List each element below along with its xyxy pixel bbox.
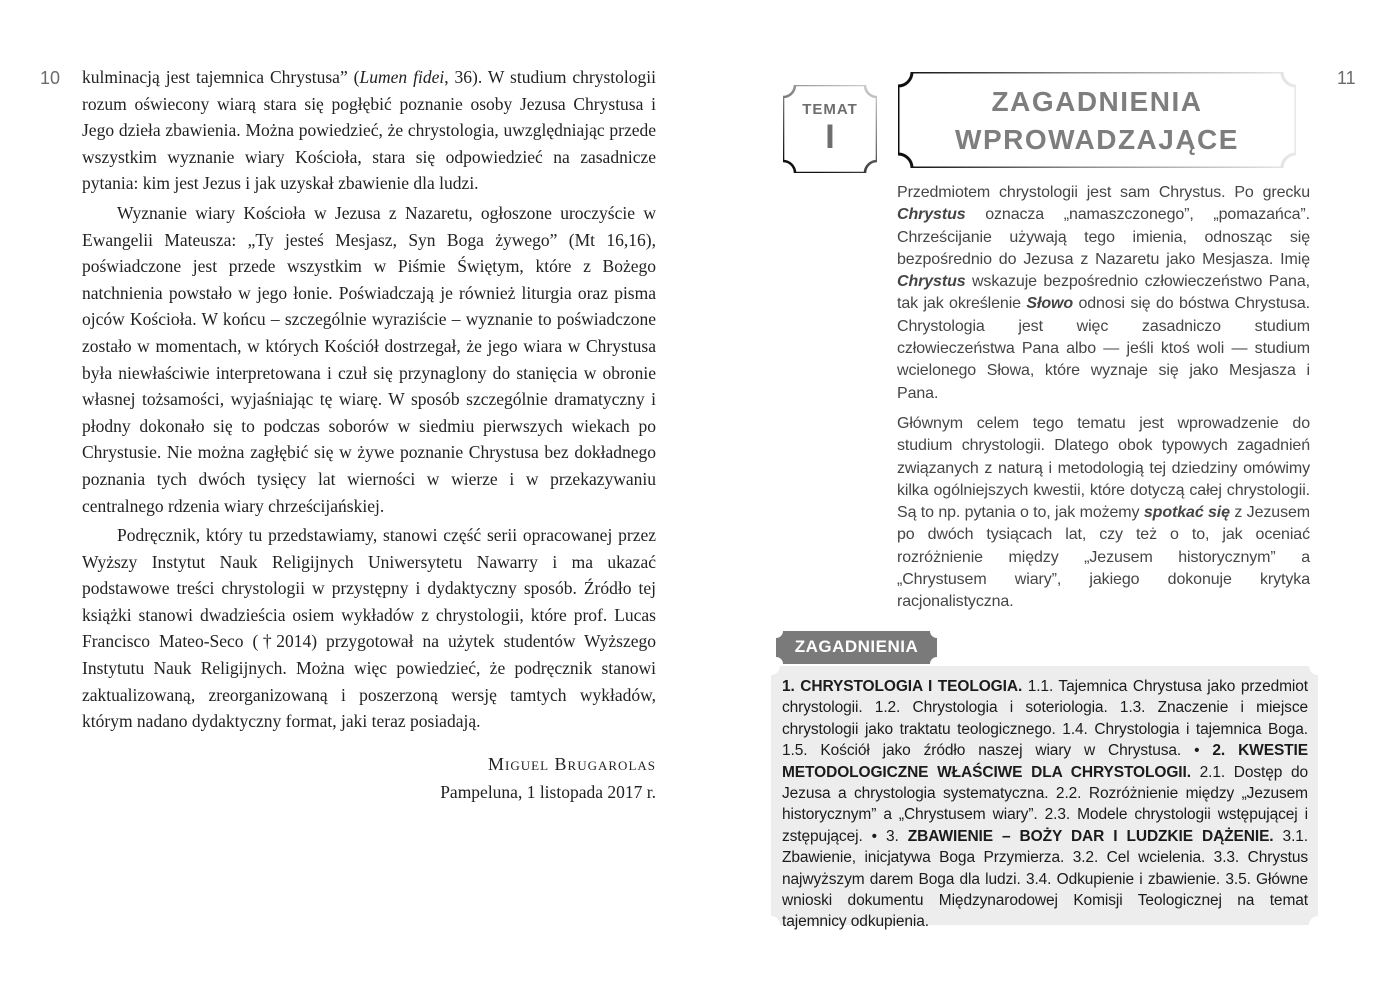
chapter-title-box — [898, 72, 1296, 168]
signature-name: Miguel Brugarolas — [488, 753, 656, 774]
temat-badge — [783, 85, 877, 173]
temat-numeral: I — [825, 118, 835, 156]
right-page-number: 11 — [1337, 68, 1356, 88]
topics-outline-text: 1. CHRYSTOLOGIA I TEOLOGIA. 1.1. Tajemnica Chrystusa jako przedmiot chrystologii. 1.2. Chrystologia i soteriologia. 1.3. Znaczenie i miejsce chrystologii jako traktatu teologicznego. 1.4. Chrystologia i tajemnica Boga. 1.5. Kościół jako źródło naszej wiary w Chrystusa. • 2. KWESTIE METODOLOGICZNE WŁAŚCIWE DLA CHRYSTOLOGII. 2.1. Dostęp do Jezusa a chrystologia systematyczna. 2.2. Rozróżnienie między „Jezusem historycznym” a „Chrystusem wiary”. 2.3. Modele chrystologii wstępującej i zstępującej. • 3. ZBAWIENIE – BOŻY DAR I LUDZKIE DĄŻENIE. 3.1. Zbawienie, inicjatywa Boga Przymierza. 3.2. Cel wcielenia. 3.3. Chrystus najwyższym darem Boga dla ludzi. 3.4. Odkupienie i zbawienie. 3.5. Główne wnioski dokumentu Międzynarodowej Komisji Teologicznej na temat tajemnicy odkupienia. — [782, 678, 1309, 931]
chapter-title-line-2: WPROWADZAJĄCE — [955, 124, 1239, 155]
left-paragraph-2: Wyznanie wiary Kościoła w Jezusa z Nazaretu, ogłoszone uroczyście w Ewangelii Mateusza: „Ty jesteś Mesjasz, Syn Boga żywego” (Mt 16,16), poświadczone jest przede wszystkim w Piśmie Świętym, które z Bożego natchnienia powstało w jego łonie. Poświadczają je również liturgia oraz pisma ojców Kościoła. W końcu – szczególnie wyraziście – wyznanie to poświadczone zostało w momentach, w których Kościół dostrzegał, że jego wiara w Chrystusa była niewłaściwie interpretowana i czuł się przynaglony do stanięcia w obronie własnej tożsamości, wyjaśniając tę wiarę. W sposób szczególnie dramatyczny i płodny dokonało się to podczas soborów w siedmiu pierwszych wiekach po Chrystusie. Nie można zagłębić się w żywe poznanie Chrystusa bez dokładnego poznania tych dwóch tysięcy lat wierności w wierze i w przekazywaniu centralnego rdzenia wiary chrześcijańskiej. — [82, 202, 656, 516]
zagadnienia-badge-label: ZAGADNIENIA — [794, 637, 919, 656]
chapter-title — [898, 83, 1296, 159]
topics-box — [771, 666, 1318, 931]
left-paragraph-3: Podręcznik, który tu przedstawiamy, stanowi część serii opracowanej przez Wyższy Instytut Nauk Religijnych Uniwersytetu Nawarry i ma ukazać podstawowe treści chrystologii w przystępny i dydaktyczny sposób. Źródło tej książki stanowi dwadzieścia osiem wykładów z chrystologii, które prof. Lucas Francisco Mateo-Seco (†2014) przygotował na użytek studentów Wyższego Instytutu Nauk Religijnych. Można więc powiedzieć, że podręcznik stanowi zaktualizowaną, zreorganizowaną i poszerzoną wersję tamtych wykładów, którym nadano dydaktyczny format, jaki teraz posiadają. — [82, 525, 656, 732]
zagadnienia-badge — [776, 631, 937, 664]
signature-place-date: Pampeluna, 1 listopada 2017 r. — [440, 782, 656, 803]
left-page-text-column — [82, 64, 656, 806]
right-page-text-column — [897, 182, 1310, 622]
chapter-title-line-1: ZAGADNIENIA — [991, 86, 1203, 117]
temat-label: TEMAT — [802, 101, 858, 118]
left-paragraph-1: kulminacją jest tajemnica Chrystusa” (Lumen fidei, 36). W studium chrystologii rozum oświecony wiarą stara się pogłębić poznanie osoby Jezusa Chrystusa i Jego dzieła zbawienia. Można powiedzieć, że chrystologia, uwzględniając przede wszystkim wyznanie wiary Kościoła, stara się odpowiedzieć na zasadnicze pytania: kim jest Jezus i jak uzyskał zbawienie dla ludzi. — [82, 67, 656, 194]
right-paragraph-1: Przedmiotem chrystologii jest sam Chrystus. Po grecku Chrystus oznacza „namaszczonego”, „pomazańca”. Chrześcijanie używają tego imienia, odnosząc się bezpośrednio do Jezusa z Nazaretu jako Mesjasza. Imię Chrystus wskazuje bezpośrednio człowieczeństwo Pana, tak jak określenie Słowo odnosi się do bóstwa Chrystusa. Chrystologia jest więc zasadniczo studium człowieczeństwa Pana albo — jeśli ktoś woli — studium wcielonego Słowa, które wyznaje się jako Mesjasza i Pana. — [897, 184, 1311, 402]
left-page-number: 10 — [40, 68, 61, 88]
right-paragraph-2: Głównym celem tego tematu jest wprowadzenie do studium chrystologii. Dlatego obok typowych zagadnień związanych z naturą i metodologią tej dziedziny omówimy kilka ogólniejszych kwestii, które dotyczą całej chrystologii. Są to np. pytania o to, jak możemy spotkać się z Jezusem po dwóch tysiącach lat, czy też o to, jak oceniać rozróżnienie między „Jezusem historycznym” a „Chrystusem wiary”, jakiego dokonuje krytyka racjonalistyczna. — [897, 414, 1310, 611]
